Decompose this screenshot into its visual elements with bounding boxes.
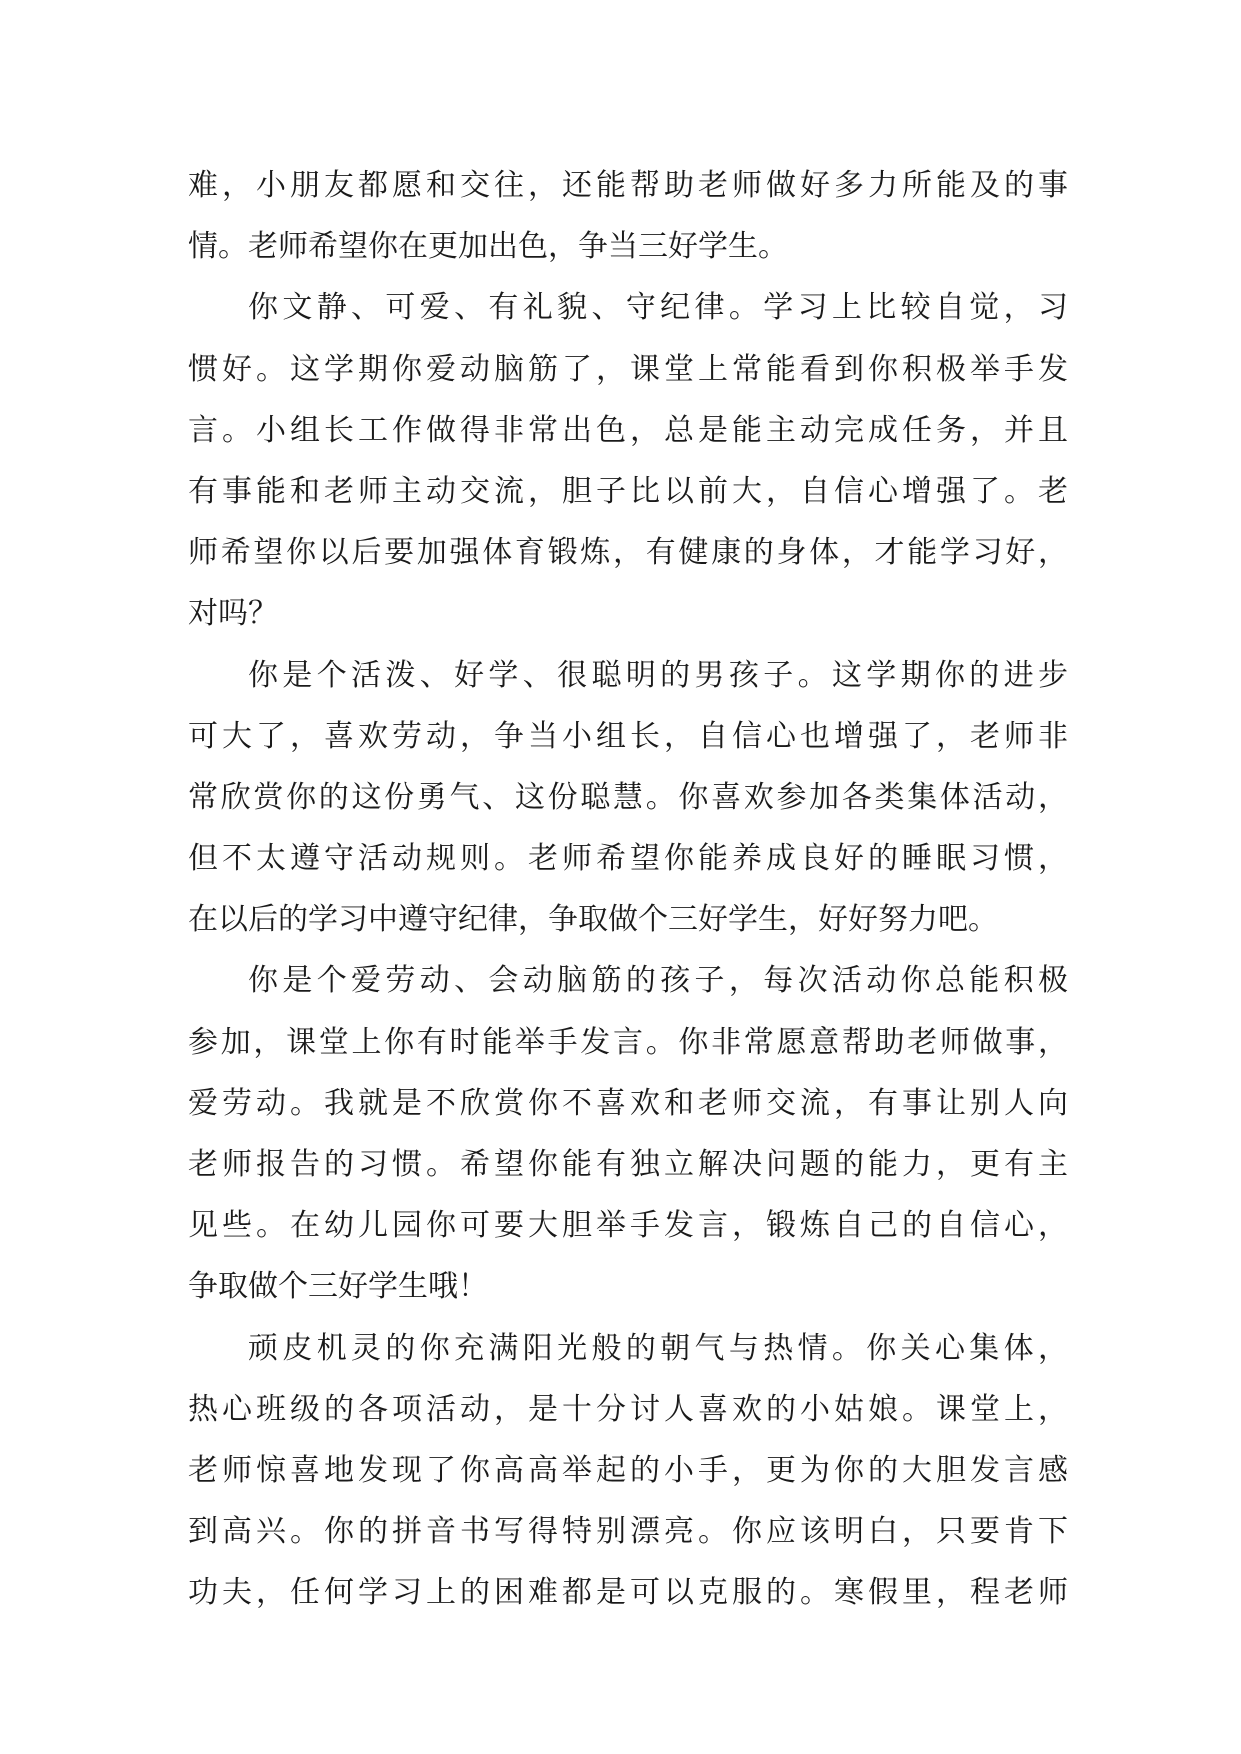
text-line: 师希望你以后要加强体育锻炼，有健康的身体，才能学习好， bbox=[188, 535, 1068, 571]
text-line: 言。小组长工作做得非常出色，总是能主动完成任务，并且 bbox=[188, 412, 1068, 448]
text-line: 在以后的学习中遵守纪律，争取做个三好学生，好好努力吧。 bbox=[188, 902, 998, 938]
paragraph-first-line: 顽皮机灵的你充满阳光般的朝气与热情。你关心集体， bbox=[248, 1330, 1068, 1366]
text-line: 情。老师希望你在更加出色，争当三好学生。 bbox=[188, 229, 788, 265]
paragraph-first-line: 你是个活泼、好学、很聪明的男孩子。这学期你的进步 bbox=[248, 657, 1068, 693]
text-line: 爱劳动。我就是不欣赏你不喜欢和老师交流，有事让别人向 bbox=[188, 1085, 1068, 1121]
paragraph-first-line: 你文静、可爱、有礼貌、守纪律。学习上比较自觉，习 bbox=[248, 290, 1068, 326]
text-line: 可大了，喜欢劳动，争当小组长，自信心也增强了，老师非 bbox=[188, 718, 1068, 754]
text-line: 惯好。这学期你爱动脑筋了，课堂上常能看到你积极举手发 bbox=[188, 351, 1068, 387]
text-line: 见些。在幼儿园你可要大胆举手发言，锻炼自己的自信心， bbox=[188, 1208, 1068, 1244]
text-line: 热心班级的各项活动，是十分讨人喜欢的小姑娘。课堂上， bbox=[188, 1391, 1068, 1427]
text-line: 老师报告的习惯。希望你能有独立解决问题的能力，更有主 bbox=[188, 1147, 1068, 1182]
text-line: 老师惊喜地发现了你高高举起的小手，更为你的大胆发言感 bbox=[188, 1452, 1068, 1488]
text-line: 有事能和老师主动交流，胆子比以前大，自信心增强了。老 bbox=[188, 473, 1068, 509]
text-line: 功夫，任何学习上的困难都是可以克服的。寒假里，程老师 bbox=[188, 1575, 1068, 1611]
text-line: 到高兴。你的拼音书写得特别漂亮。你应该明白，只要肯下 bbox=[188, 1514, 1068, 1550]
text-line: 难，小朋友都愿和交往，还能帮助老师做好多力所能及的事 bbox=[188, 168, 1068, 203]
text-line: 参加，课堂上你有时能举手发言。你非常愿意帮助老师做事， bbox=[188, 1024, 1068, 1060]
text-line: 常欣赏你的这份勇气、这份聪慧。你喜欢参加各类集体活动， bbox=[188, 779, 1068, 815]
text-line: 但不太遵守活动规则。老师希望你能养成良好的睡眠习惯， bbox=[188, 841, 1068, 877]
document-body bbox=[188, 155, 1068, 1624]
text-line: 争取做个三好学生哦！ bbox=[188, 1269, 488, 1305]
paragraph-first-line: 你是个爱劳动、会动脑筋的孩子，每次活动你总能积极 bbox=[248, 963, 1068, 999]
text-line: 对吗？ bbox=[188, 596, 278, 632]
